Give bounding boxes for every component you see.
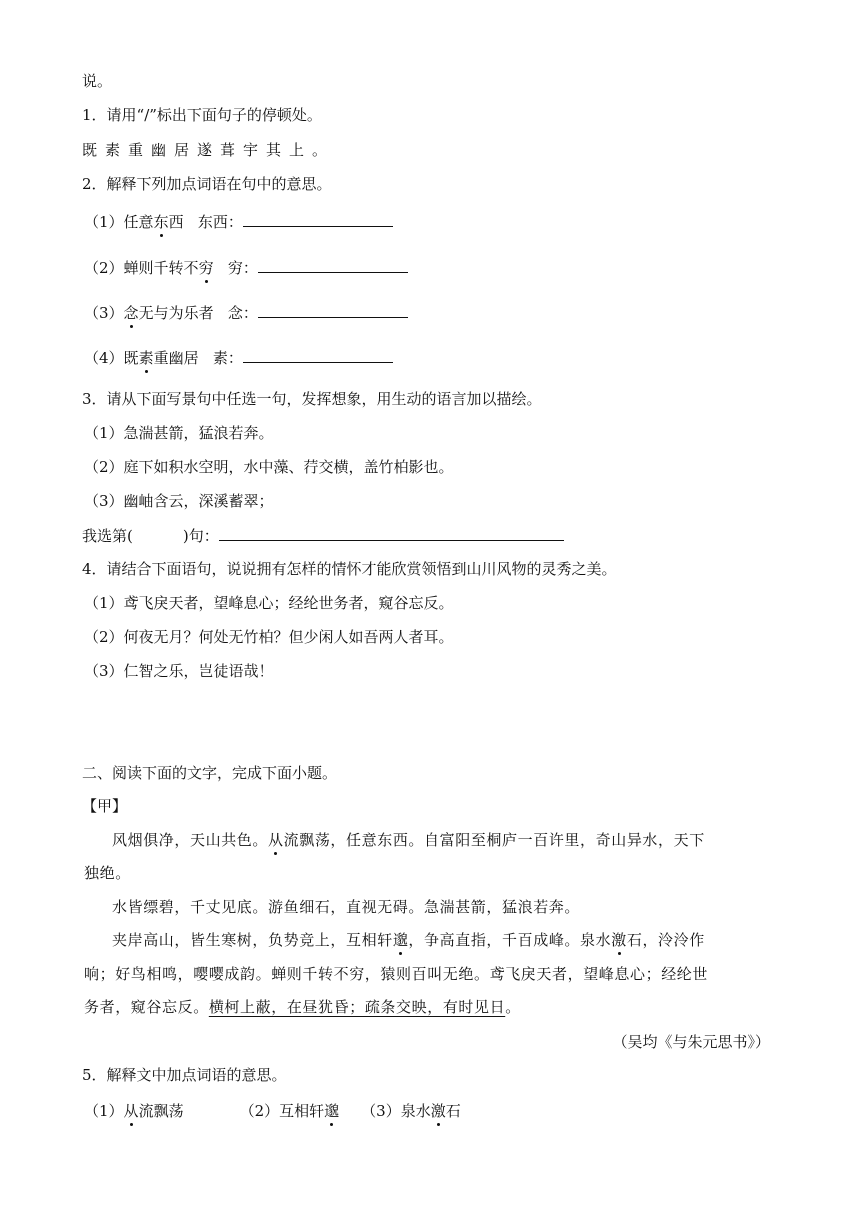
answer-blank[interactable] bbox=[219, 524, 564, 541]
q4-prompt: 4．请结合下面语句，说说拥有怎样的情怀才能欣赏领悟到山川风物的灵秀之美。 bbox=[82, 560, 617, 578]
dotted-char: 穷 bbox=[198, 259, 214, 277]
passage-line: 响；好鸟相鸣，嘤嘤成韵。蝉则千转不穷，猿则百叫无绝。鸢飞戾天者，望峰息心；经纶世 bbox=[84, 965, 709, 983]
passage-source: （吴均《与朱元思书》） bbox=[612, 1033, 770, 1051]
q2-item-1: （1）任意东西 东西： bbox=[84, 210, 393, 233]
q3-choice: 我选第( )句： bbox=[82, 524, 564, 547]
q1-prompt: 1．请用“/”标出下面句子的停顿处。 bbox=[82, 106, 322, 124]
dotted-char: 东 bbox=[153, 213, 169, 231]
q3-option-1: （1）急湍甚箭，猛浪若奔。 bbox=[84, 424, 274, 442]
q4-item-2: （2）何夜无月？何处无竹柏？但少闲人如吾两人者耳。 bbox=[84, 628, 454, 646]
passage-line: 水皆缥碧，千丈见底。游鱼细石，直视无碍。急湍甚箭，猛浪若奔。 bbox=[112, 898, 581, 916]
q2-item-3: （3）念无与为乐者 念： bbox=[84, 301, 408, 324]
dotted-char: 激 bbox=[611, 931, 627, 949]
dotted-char: 念 bbox=[123, 304, 139, 322]
answer-blank[interactable] bbox=[243, 346, 393, 363]
q2-prompt: 2．解释下列加点词语在句中的意思。 bbox=[82, 175, 332, 193]
answer-blank[interactable] bbox=[243, 210, 393, 227]
q2-item-2: （2）蝉则千转不穷 穷： bbox=[84, 256, 408, 279]
q1-sentence: 既素重幽居遂葺宇其上。 bbox=[82, 141, 336, 159]
q2-item-4: （4）既素重幽居 素： bbox=[84, 346, 393, 369]
section2-tag: 【甲】 bbox=[82, 797, 128, 815]
answer-blank[interactable] bbox=[258, 256, 408, 273]
q3-option-3: （3）幽岫含云，深溪蓄翠； bbox=[84, 492, 274, 510]
top-fragment: 说。 bbox=[82, 72, 113, 90]
passage-line: 务者，窥谷忘反。横柯上蔽，在昼犹昏；疏条交映，有时见日。 bbox=[84, 998, 521, 1016]
passage-line: 夹岸高山，皆生寒树，负势竞上，互相轩邈，争高直指，千百成峰。泉水激石，泠泠作 bbox=[112, 931, 705, 949]
dotted-char: 激 bbox=[430, 1102, 446, 1120]
q3-option-2: （2）庭下如积水空明，水中藻、荇交横，盖竹柏影也。 bbox=[84, 458, 454, 476]
dotted-char: 从 bbox=[123, 1102, 139, 1120]
section2-heading: 二、阅读下面的文字，完成下面小题。 bbox=[82, 764, 338, 782]
q4-item-1: （1）鸢飞戾天者，望峰息心；经纶世务者，窥谷忘反。 bbox=[84, 594, 454, 612]
dotted-char: 从 bbox=[268, 831, 284, 849]
dotted-char: 素 bbox=[138, 349, 154, 367]
dotted-char: 邈 bbox=[392, 931, 409, 949]
underlined-sentence: 横柯上蔽，在昼犹昏；疏条交映，有时见日 bbox=[208, 998, 506, 1016]
q4-item-3: （3）仁智之乐，岂徒语哉！ bbox=[84, 662, 274, 680]
q5-items: （1）从流飘荡 （2）互相轩邈 （3）泉水激石 bbox=[84, 1102, 461, 1120]
q3-prompt: 3．请从下面写景句中任选一句，发挥想象，用生动的语言加以描绘。 bbox=[82, 390, 542, 408]
passage-line: 独绝。 bbox=[84, 864, 131, 882]
passage-line: 风烟俱净，天山共色。从流飘荡，任意东西。自富阳至桐庐一百许里，奇山异水，天下 bbox=[112, 831, 705, 849]
q5-prompt: 5．解释文中加点词语的意思。 bbox=[82, 1066, 287, 1084]
dotted-char: 邈 bbox=[324, 1102, 340, 1120]
answer-blank[interactable] bbox=[258, 301, 408, 318]
